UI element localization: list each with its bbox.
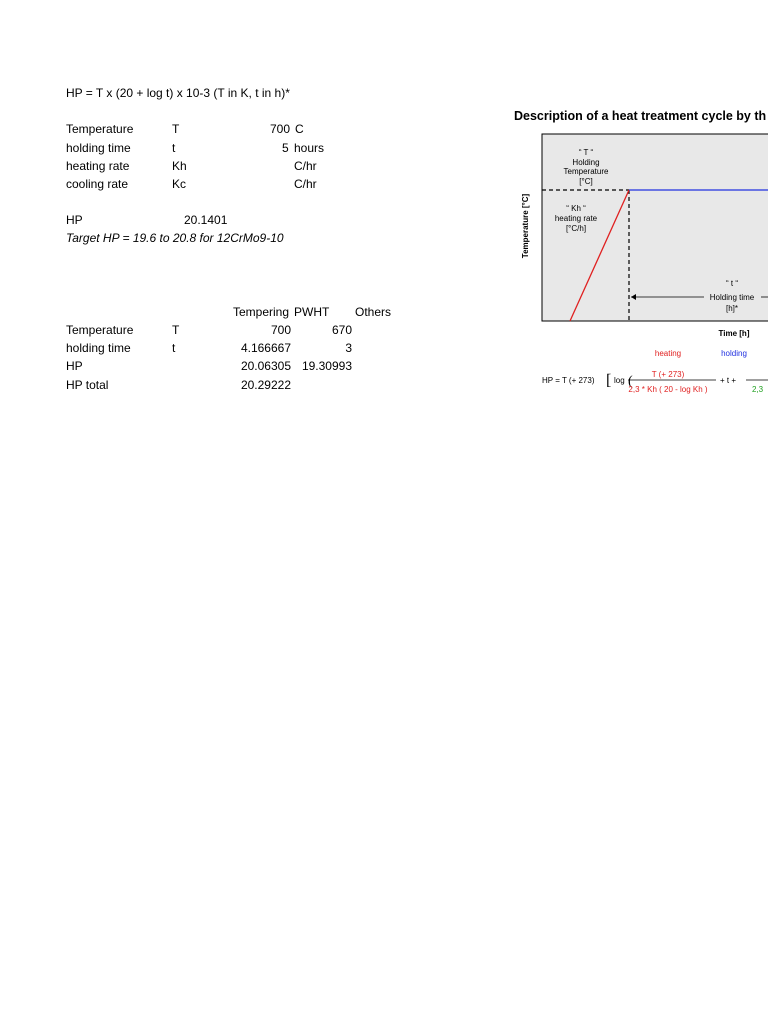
input-unit-holding-time: hours xyxy=(294,141,325,155)
holding-temp-label-2: Holding xyxy=(572,158,600,167)
hp-formula: HP = T x (20 + log t) x 10-3 (T in K, t in h)* xyxy=(66,86,290,100)
holding-time-label-1: “ t “ xyxy=(726,279,738,288)
diagram-title: Description of a heat treatment cycle by th xyxy=(514,109,767,123)
diagram-formula-plus-t: + t + xyxy=(720,376,737,385)
table-cell-tempering: 20.29222 xyxy=(240,378,291,392)
diagram-formula-numerator: T (+ 273) xyxy=(651,370,685,379)
input-symbol-heating-rate: Kh xyxy=(172,159,187,173)
table-row-symbol: t xyxy=(172,341,176,355)
heating-rate-label-3: [°C/h] xyxy=(565,224,587,233)
hp-target-note: Target HP = 19.6 to 20.8 for 12CrMo9-10 xyxy=(66,231,284,245)
table-header-tempering: Tempering xyxy=(233,305,290,319)
input-value-temperature: 700 xyxy=(270,122,291,136)
holding-temp-label-4: [°C] xyxy=(579,177,593,186)
legend-holding: holding xyxy=(721,349,747,358)
table-cell-tempering: 4.166667 xyxy=(240,341,291,355)
table-cell-pwht: 670 xyxy=(331,323,352,337)
hp-result-value: 20.1401 xyxy=(184,213,228,227)
heating-rate-label-2: heating rate xyxy=(554,214,598,223)
bracket-open-icon: [ xyxy=(606,372,612,389)
table-cell-pwht: 3 xyxy=(345,341,352,355)
hp-result-label: HP xyxy=(66,213,83,227)
input-label-temperature: Temperature xyxy=(66,122,134,136)
holding-temp-label-3: Temperature xyxy=(563,167,609,176)
diagram-formula-prefix: HP = T (+ 273) xyxy=(542,376,595,385)
input-value-holding-time: 5 xyxy=(282,141,289,155)
paren-open-icon: ( xyxy=(628,374,633,389)
table-cell-tempering: 700 xyxy=(270,323,291,337)
holding-time-label-2: Holding time xyxy=(709,293,755,302)
input-symbol-holding-time: t xyxy=(172,141,176,155)
table-row-symbol: T xyxy=(172,323,180,337)
table-header-pwht: PWHT xyxy=(294,305,330,319)
input-label-holding-time: holding time xyxy=(66,141,131,155)
input-label-heating-rate: heating rate xyxy=(66,159,130,173)
input-unit-temperature: C xyxy=(295,122,304,136)
holding-time-label-3: [h]* xyxy=(725,304,739,313)
table-row-label: Temperature xyxy=(66,323,134,337)
input-symbol-cooling-rate: Kc xyxy=(172,177,187,191)
input-unit-heating-rate: C/hr xyxy=(294,159,317,173)
input-unit-cooling-rate: C/hr xyxy=(294,177,317,191)
input-symbol-temperature: T xyxy=(172,122,180,136)
diagram-formula-log: log xyxy=(614,376,625,385)
heating-rate-label-1: “ Kh “ xyxy=(566,204,586,213)
diagram-y-axis-label: Temperature [°C] xyxy=(521,193,530,259)
holding-temp-label-1: “ T “ xyxy=(578,148,594,157)
table-header-others: Others xyxy=(355,305,392,319)
legend-heating: heating xyxy=(654,349,682,358)
heat-treatment-diagram-svg xyxy=(508,104,768,404)
table-cell-tempering: 20.06305 xyxy=(240,359,291,373)
table-row-label: holding time xyxy=(66,341,131,355)
table-cell-pwht: 19.30993 xyxy=(301,359,352,373)
table-row-label: HP xyxy=(66,359,83,373)
table-row-label: HP total xyxy=(66,378,109,392)
diagram-x-axis-label: Time [h] xyxy=(718,329,750,338)
diagram-formula-next: 2,3 xyxy=(752,385,764,394)
input-label-cooling-rate: cooling rate xyxy=(66,177,129,191)
heat-treatment-diagram xyxy=(508,104,768,404)
diagram-formula-denominator: 2,3 * Kh ( 20 - log Kh ) xyxy=(628,385,708,394)
